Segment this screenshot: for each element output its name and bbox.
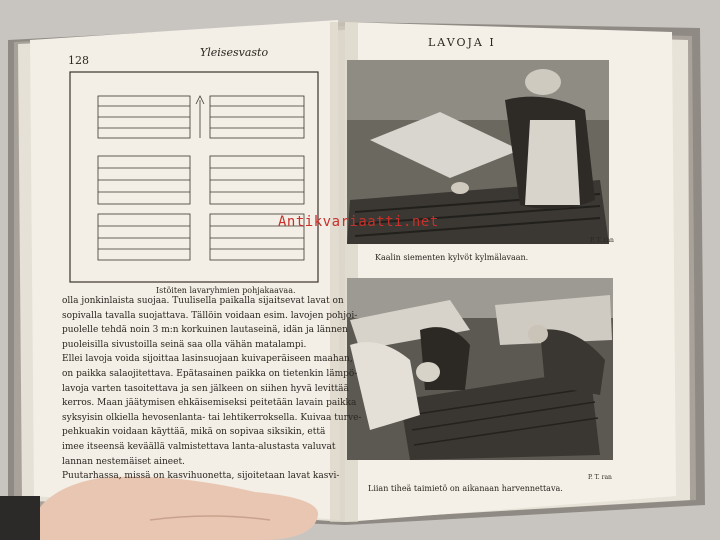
photo-women-thinning-seedlings	[347, 278, 613, 460]
body-text-line: lavoja varten tasoitettava ja sen jälkeen on siihen hyvä levittää	[62, 383, 349, 394]
body-text-line: sopivalla tavalla suojattava. Tällöin voidaan esim. lavojen pohjoi-	[62, 310, 358, 321]
body-text-line: imee itseensä keväällä valmistettava lanta-alustasta valuvat	[62, 442, 336, 452]
right-running-head: LAVOJA I	[428, 36, 496, 49]
left-running-head: Yleisesvasto	[200, 46, 269, 59]
page-number: 128	[68, 54, 89, 67]
body-text-line: syksyisin olkiella hevosenlanta- tai lehtikerroksella. Kuivaa turve-	[62, 412, 362, 423]
photo2-caption: Liian tiheä taimietö on aikanaan harvennettava.	[368, 484, 563, 493]
body-text-line: Ellei lavoja voida sijoittaa lasinsuojaan kuivaperäiseen maahan,	[62, 354, 353, 365]
body-text-line: puoleisilla sivustoilla seinä saa olla vähän matalampi.	[62, 339, 307, 350]
photo1-credit: P. T. ran	[590, 237, 614, 244]
body-text-line: on paikka salaojitettava. Epätasainen paikka on tietenkin lämpö-	[62, 369, 358, 379]
diagram-caption: Istöiten lavaryhmien pohjakaavaa.	[156, 286, 296, 295]
body-text-line: pehkuakin voidaan käyttää, mikä on sopivaa siksikin, että	[62, 427, 326, 438]
body-text-line: Puutarhassa, missä on kasvihuonetta, sijoitetaan lavat kasvi-	[62, 471, 340, 482]
body-text-line: kerros. Maan jäätymisen ehkäisemiseksi peitetään lavain paikka	[62, 398, 357, 409]
body-text-line: lannan nestemäiset aineet.	[62, 456, 185, 467]
sleeve	[0, 496, 40, 540]
watermark: Antikvariaatti.net	[278, 214, 439, 230]
photo2-credit: P. T. ran	[588, 474, 612, 481]
body-text-line: puolelle tehdä noin 3 m:n korkuinen lautaseinä, idän ja lännen	[62, 325, 348, 336]
photo1-caption: Kaalin siementen kylvöt kylmälavaan.	[375, 253, 529, 262]
body-text-line: olla jonkinlaista suojaa. Tuulisella paikalla sijaitsevat lavat on	[62, 296, 344, 306]
